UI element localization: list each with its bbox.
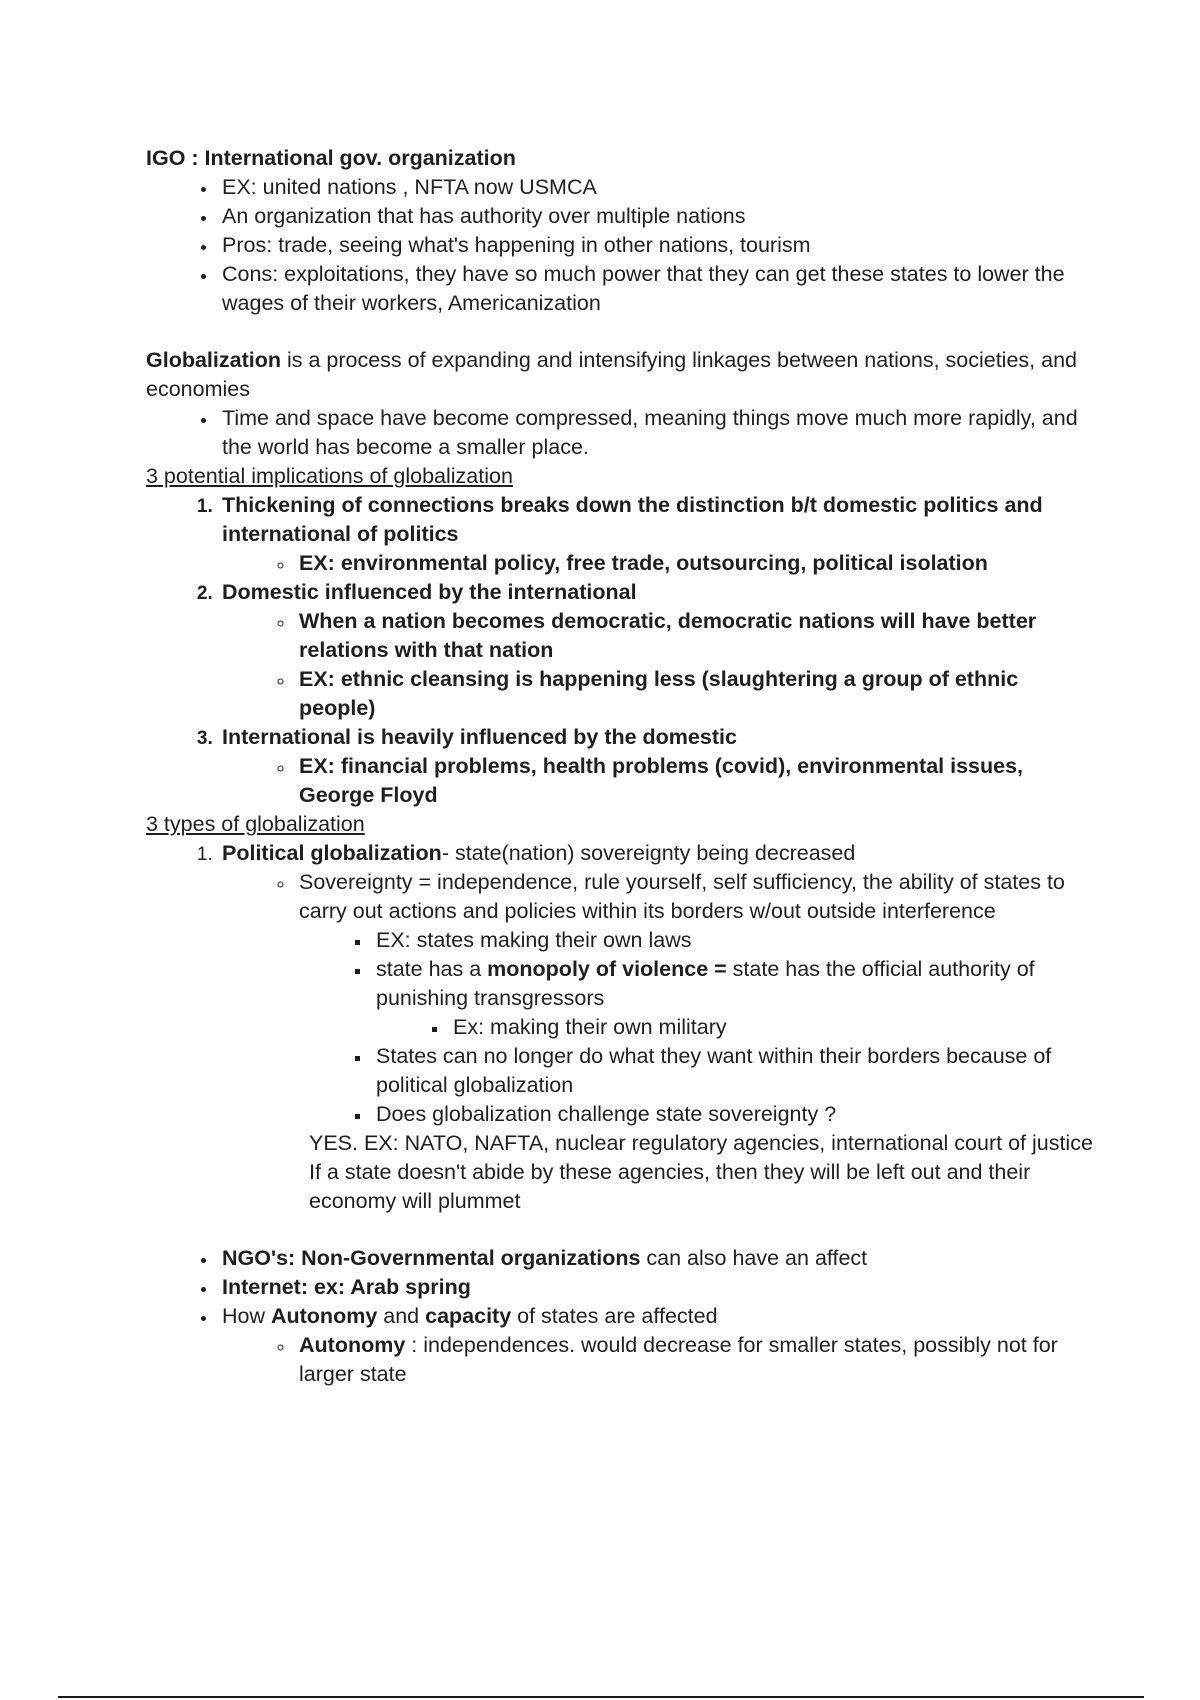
types-list bbox=[146, 839, 1096, 1129]
list-item: • Pros: trade, seeing what's happening in other nations, tourism bbox=[218, 231, 1096, 260]
list-item bbox=[218, 1302, 1096, 1389]
monopoly-sublist bbox=[376, 1013, 1096, 1042]
list-item: ◦ EX: financial problems, health problems (covid), environmental issues, George Floyd bbox=[295, 752, 1096, 810]
yes-answer: YES. EX: NATO, NAFTA, nuclear regulatory agencies, international court of justice bbox=[309, 1131, 1093, 1155]
list-item: ◦ EX: environmental policy, free trade, outsourcing, political isolation bbox=[295, 549, 1096, 578]
list-item: • EX: united nations , NFTA now USMCA bbox=[218, 173, 1096, 202]
implications-list bbox=[146, 491, 1096, 810]
political-definition: - state(nation) sovereignty being decreased bbox=[441, 841, 856, 865]
spacer bbox=[146, 318, 1096, 346]
globalization-definition-text: is a process of expanding and intensifying linkages between nations, societies, and economies bbox=[146, 348, 1077, 401]
other-list bbox=[146, 1244, 1096, 1389]
political-sublist bbox=[222, 868, 1096, 1129]
igo-list bbox=[146, 173, 1096, 318]
footer-rule bbox=[58, 1696, 1144, 1698]
implications-heading: 3 potential implications of globalization bbox=[146, 464, 513, 488]
implication-text: International is heavily influenced by the domestic bbox=[222, 725, 737, 749]
list-item bbox=[295, 1331, 1096, 1389]
implication-sublist bbox=[222, 607, 1096, 723]
implication-sublist bbox=[222, 752, 1096, 810]
list-item bbox=[218, 839, 1096, 1129]
list-item bbox=[295, 868, 1096, 1129]
how-text: How bbox=[222, 1304, 271, 1328]
autonomy-sublist bbox=[222, 1331, 1096, 1389]
implication-text: Thickening of connections breaks down the distinction b/t domestic politics and international of politics bbox=[222, 493, 1043, 546]
implication-sublist bbox=[222, 549, 1096, 578]
list-item bbox=[218, 1244, 1096, 1273]
autonomy-definition: : independences. would decrease for smaller states, possibly not for larger state bbox=[299, 1333, 1058, 1386]
monopoly-term: monopoly of violence = bbox=[487, 957, 727, 981]
implication-text: Domestic influenced by the international bbox=[222, 580, 637, 604]
types-heading: 3 types of globalization bbox=[146, 812, 365, 836]
and-text: and bbox=[377, 1304, 426, 1328]
globalization-term: Globalization bbox=[146, 348, 281, 372]
ngo-rest: can also have an affect bbox=[640, 1246, 868, 1270]
list-item bbox=[218, 578, 1096, 723]
consequence-text: If a state doesn't abide by these agencies, then they will be left out and their economy will plummet bbox=[309, 1160, 1031, 1213]
list-item: ◦ When a nation becomes democratic, democratic nations will have better relations with that nation bbox=[295, 607, 1096, 665]
globalization-definition bbox=[146, 346, 1096, 404]
list-item bbox=[218, 491, 1096, 578]
list-item bbox=[372, 955, 1096, 1042]
monopoly-pre: state has a bbox=[376, 957, 488, 981]
monopoly-post: state has the official authority of punishing transgressors bbox=[376, 957, 1035, 1010]
list-item: ▪ Does globalization challenge state sovereignty ? bbox=[372, 1100, 1096, 1129]
list-item: • Time and space have become compressed, meaning things move much more rapidly, and the world has become a smaller place. bbox=[218, 404, 1096, 462]
list-item bbox=[218, 723, 1096, 810]
list-item: • An organization that has authority over multiple nations bbox=[218, 202, 1096, 231]
affected-text: of states are affected bbox=[511, 1304, 718, 1328]
autonomy-word: Autonomy bbox=[270, 1304, 378, 1328]
ngo-term: NGO's: Non-Governmental organizations bbox=[222, 1246, 641, 1270]
list-item: ▪ Ex: making their own military bbox=[449, 1013, 1096, 1042]
sovereignty-sublist bbox=[299, 926, 1096, 1129]
list-item: ▪ States can no longer do what they want within their borders because of political globalization bbox=[372, 1042, 1096, 1100]
sovereignty-definition: Sovereignty = independence, rule yourself, self sufficiency, the ability of states to carry out actions and policies within its borders w/out outside interference bbox=[299, 870, 1065, 923]
autonomy-term: Autonomy bbox=[299, 1333, 406, 1357]
capacity-word: capacity bbox=[425, 1304, 512, 1328]
list-item: • Cons: exploitations, they have so much power that they can get these states to lower the wages of their workers, Americanization bbox=[218, 260, 1096, 318]
list-item: ◦ EX: ethnic cleansing is happening less (slaughtering a group of ethnic people) bbox=[295, 665, 1096, 723]
spacer bbox=[146, 1216, 1096, 1244]
political-term: Political globalization bbox=[222, 841, 442, 865]
list-item: ▪ EX: states making their own laws bbox=[372, 926, 1096, 955]
document-page bbox=[146, 144, 1096, 1389]
list-item: • Internet: ex: Arab spring bbox=[218, 1273, 1096, 1302]
globalization-list bbox=[146, 404, 1096, 462]
igo-heading: IGO : International gov. organization bbox=[146, 146, 516, 170]
